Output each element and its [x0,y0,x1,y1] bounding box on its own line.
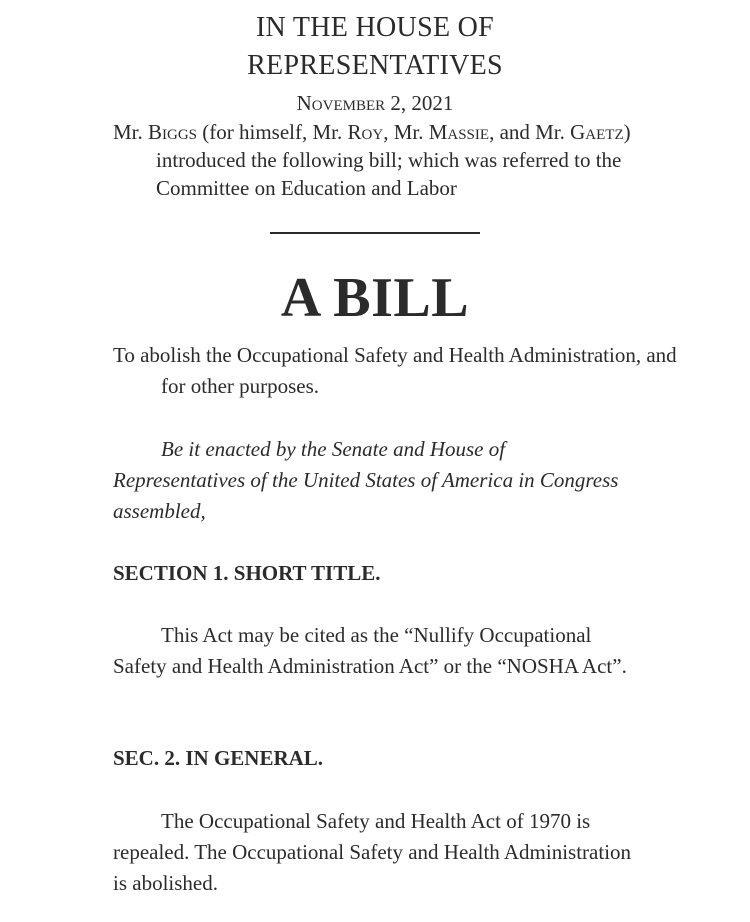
sponsor-name: Biggs [148,120,198,144]
cosponsor-name: Gaetz [570,120,624,144]
chamber-heading-line1: IN THE HOUSE OF [255,12,495,43]
intro-text-1: (for himself, Mr. [197,120,348,144]
intro-text-4: ) introduced the following bill; which was referred to the Committee on Education and Labor [156,120,631,200]
intro-text-2: , Mr. [383,120,429,144]
bill-purpose: To abolish the Occupational Safety and Health Administration, and for other purposes. [113,343,677,398]
bill-heading: A BILL [280,267,470,329]
intro-text-3: , and Mr. [489,120,571,144]
introduction-statement [113,118,696,202]
introduction-date: November 2, 2021 [296,91,454,115]
section-1-text: This Act may be cited as the “Nullify Occupational Safety and Health Administration Act” or the “NOSHA Act”. [113,623,627,678]
cosponsor-name: Massie [428,120,490,144]
enacting-clause: Be it enacted by the Senate and House of Representatives of the United States of America in Congress assembled, [113,437,619,523]
section-1-heading: SECTION 1. SHORT TITLE. [113,561,381,585]
section-2-heading: SEC. 2. IN GENERAL. [113,746,324,770]
cosponsor-name: Roy [347,120,384,144]
chamber-heading-line2: REPRESENTATIVES [247,50,503,81]
intro-title: Mr. [113,120,149,144]
divider-rule [270,232,480,234]
section-2-text: The Occupational Safety and Health Act of 1970 is repealed. The Occupational Safety and Health Administration is abolished. [113,809,632,895]
